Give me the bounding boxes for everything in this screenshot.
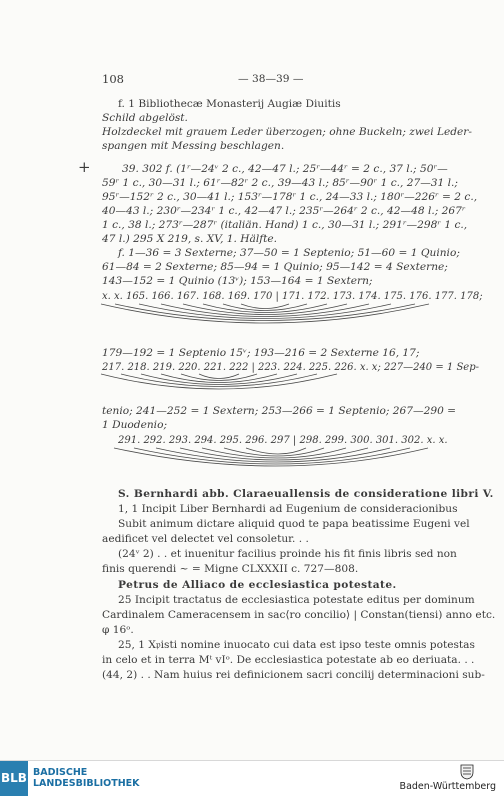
text1-line-3: aedificet vel delectet vel consoletur. . . — [102, 533, 309, 545]
blb-logo[interactable]: BLB — [0, 761, 28, 796]
text2-line-6: (44, 2) . . Nam huius rei definicionem sacri concilij determinacioni sub- — [102, 669, 485, 681]
collation-line-4: 179—192 = 1 Septenio 15ᵛ; 193—216 = 2 Sexterne 16, 17; — [102, 347, 420, 359]
entry39-line-4: 40—43 l.; 230ʳ—234ʳ 1 c., 42—47 l.; 235ʳ—264ʳ 2 c., 42—48 l.; 267ʳ — [102, 205, 466, 217]
text2-line-4: 25, 1 X𝔭isti nomine inuocato cui data est ipso teste omnis potestas — [118, 639, 475, 651]
entry39-line-2: 59ʳ 1 c., 30—31 l.; 61ʳ—82ʳ 2 c., 39—43 l.; 85ʳ—90ʳ 1 c., 27—31 l.; — [102, 177, 458, 189]
state-label: Baden-Württemberg — [399, 781, 496, 792]
entry39-line-6: 47 l.) 295 X 219, s. XV, 1. Hälfte. — [102, 233, 278, 245]
page-number: 108 — [102, 72, 124, 86]
entry38-line1: f. 1 Bibliothecæ Monasterij Augiæ Diuitis — [118, 98, 341, 110]
entry39-line-3: 95ʳ—152ʳ 2 c., 30—41 l.; 153ʳ—178ʳ 1 c., 24—33 l.; 180ʳ—226ʳ = 2 c., — [102, 191, 478, 203]
text1-line-2: Subit animum dictare aliquid quod te papa beatissime Eugeni vel — [118, 518, 470, 530]
text1-title: S. Bernhardi abb. Claraeuallensis de consideratione libri V. — [118, 488, 494, 500]
text2-line-5: in celo et in terra Mᵗ vIᵒ. De ecclesiastica potestate ab eo deriuata. . . — [102, 654, 475, 666]
quire-diagram-1-labels: x. x. 165. 166. 167. 168. 169. 170 | 171. 172. 173. 174. 175. 176. 177. 178; — [102, 291, 483, 302]
running-head: — 38—39 — — [238, 73, 304, 85]
library-name-line2: LANDESBIBLIOTHEK — [33, 778, 140, 789]
collation-line-5: tenio; 241—252 = 1 Sextern; 253—266 = 1 Septenio; 267—290 = — [102, 405, 457, 417]
entry38-line4: spangen mit Messing beschlagen. — [102, 140, 285, 152]
entry39-line-5: 1 c., 38 l.; 273ʳ—287ʳ (italiän. Hand) 1 c., 30—31 l.; 291ʳ—298ʳ 1 c., — [102, 219, 468, 231]
state-crest-icon — [460, 764, 474, 780]
entry38-line3: Holzdeckel mit grauem Leder überzogen; ohne Buckeln; zwei Leder- — [102, 126, 472, 138]
collation-line-6: 1 Duodenio; — [102, 419, 168, 431]
text2-line-1: 25 Incipit tractatus de ecclesiastica potestate editus per dominum — [118, 594, 475, 606]
quire-diagram-3-labels: 291. 292. 293. 294. 295. 296. 297 | 298. 299. 300. 301. 302. x. x. — [118, 435, 448, 446]
quire-diagram-3-arcs — [110, 446, 450, 482]
text1-line-5: finis querendi ~ = Migne CLXXXII c. 727—808. — [102, 563, 359, 575]
text1-line-4: (24ᵛ 2) . . et inuenitur facilius proinde his fit finis libris sed non — [118, 548, 457, 560]
text2-title: Petrus de Alliaco de ecclesiastica potestate. — [118, 579, 397, 591]
entry39-line-1: 39. 302 f. (1ʳ—24ᵛ 2 c., 42—47 l.; 25ʳ—44ʳ = 2 c., 37 l.; 50ʳ— — [122, 163, 448, 175]
text2-line-2: Cardinalem Cameracensem in sac⟨ro concilio⟩ | Constan(tiensi) anno etc. — [102, 609, 496, 621]
collation-line-2: 61—84 = 2 Sexterne; 85—94 = 1 Quinio; 95—142 = 4 Sexterne; — [102, 261, 448, 273]
collation-line-1: f. 1—36 = 3 Sexterne; 37—50 = 1 Septenio; 51—60 = 1 Quinio; — [118, 247, 460, 259]
text1-line-1: 1, 1 Incipit Liber Bernhardi ad Eugenium de consideracionibus — [118, 503, 458, 515]
plus-marker: + — [78, 158, 91, 176]
collation-line-3: 143—152 = 1 Quinio (13ᵛ); 153—164 = 1 Sextern; — [102, 275, 373, 287]
entry38-line2: Schild abgelöst. — [102, 112, 188, 124]
footer-bar — [0, 760, 504, 796]
text2-line-3: φ 16ᵒ. — [102, 624, 134, 636]
quire-diagram-1-arcs — [95, 302, 435, 340]
library-name-line1: BADISCHE — [33, 767, 88, 778]
quire-diagram-2-arcs — [95, 372, 345, 402]
quire-diagram-2-labels: 217. 218. 219. 220. 221. 222 | 223. 224. 225. 226. x. x; 227—240 = 1 Sep- — [102, 362, 479, 373]
